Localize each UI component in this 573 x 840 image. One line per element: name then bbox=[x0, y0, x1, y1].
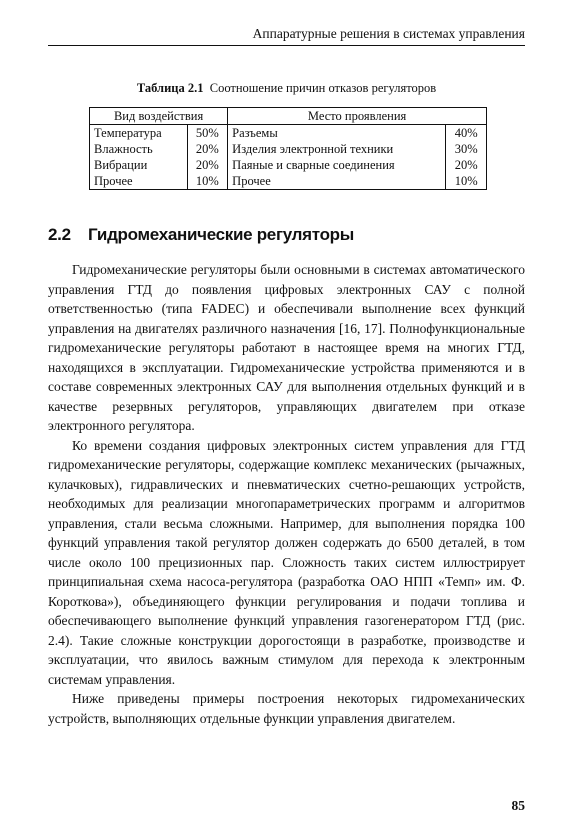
cause-cell: Температура bbox=[90, 125, 188, 142]
place-percent-cell: 30% bbox=[446, 141, 487, 157]
cause-cell: Вибрации bbox=[90, 157, 188, 173]
table-caption bbox=[48, 81, 525, 96]
cause-percent-cell: 20% bbox=[187, 141, 228, 157]
table-row bbox=[90, 141, 487, 157]
place-cell: Прочее bbox=[228, 173, 446, 190]
paragraph: Гидромеханические регуляторы были основными в системах автоматического управления ГТД до появления цифровых электронных САУ с полной ответственностью (типа FADEC) и обеспечивали выполнение всех функций управления на двигателях различного назначения [16, 17]. Полнофункциональные гидромеханические регуляторы работают в настоящее время на многих ГТД, находящихся в эксплуатации. Гидромеханические устройства применяются и в составе современных электронных САУ для выполнения отдельных функций и в качестве резервных регуляторов, управляющих двигателем при отказе электронного регулятора. bbox=[48, 262, 525, 433]
place-percent-cell: 20% bbox=[446, 157, 487, 173]
table-header-row bbox=[90, 108, 487, 125]
running-head: Аппаратурные решения в системах управления bbox=[48, 26, 525, 46]
cause-cell: Прочее bbox=[90, 173, 188, 190]
place-cell: Изделия электронной техники bbox=[228, 141, 446, 157]
paragraph: Ниже приведены примеры построения некоторых гидромеханических устройств, выполняющих отдельные функции управления двигателем. bbox=[48, 691, 525, 726]
table-row bbox=[90, 157, 487, 173]
table-row bbox=[90, 173, 487, 190]
table-caption-label: Таблица 2.1 bbox=[136, 81, 204, 95]
failure-causes-table bbox=[89, 107, 487, 190]
cause-percent-cell: 20% bbox=[187, 157, 228, 173]
section-number: 2.2 bbox=[48, 225, 71, 244]
cause-percent-cell: 50% bbox=[187, 125, 228, 142]
header-cause: Вид воздействия bbox=[90, 108, 228, 125]
body-text bbox=[48, 260, 525, 728]
section-title: Гидромеханические регуляторы bbox=[88, 225, 354, 244]
place-percent-cell: 40% bbox=[446, 125, 487, 142]
page-number: 85 bbox=[511, 798, 525, 813]
place-cell: Паяные и сварные соединения bbox=[228, 157, 446, 173]
table-caption-text: Соотношение причин отказов регуляторов bbox=[209, 81, 437, 95]
cause-cell: Влажность bbox=[90, 141, 188, 157]
table-row bbox=[90, 125, 487, 142]
paragraph: Ко времени создания цифровых электронных систем управления для ГТД гидромеханические регуляторы, содержащие комплекс механических (рычажных, кулачковых), гидравлических и пневматических счетно-решающих устройств, необходимых для реализации многопараметрических программ и алгоритмов управления, стали весьма сложными. Например, для выполнения порядка 100 функций управления такой регулятор должен содержать до 6500 деталей, в том числе около 100 прецизионных пар. Сложность таких систем иллюстрирует принципиальная схема насоса-регулятора (разработка ОАО НПП «Темп» им. Ф. Короткова»), объединяющего функции регулирования и подачи топлива и обеспечивающего выполнение функций управления газогенератором ГТД (рис. 2.4). Такие сложные конструкции дорогостоящи в разработке, производстве и эксплуатации, что явилось важным стимулом для перехода к электронным системам управления. bbox=[48, 437, 525, 687]
place-cell: Разъемы bbox=[228, 125, 446, 142]
cause-percent-cell: 10% bbox=[187, 173, 228, 190]
section-heading bbox=[48, 225, 354, 245]
place-percent-cell: 10% bbox=[446, 173, 487, 190]
header-place: Место проявления bbox=[228, 108, 487, 125]
